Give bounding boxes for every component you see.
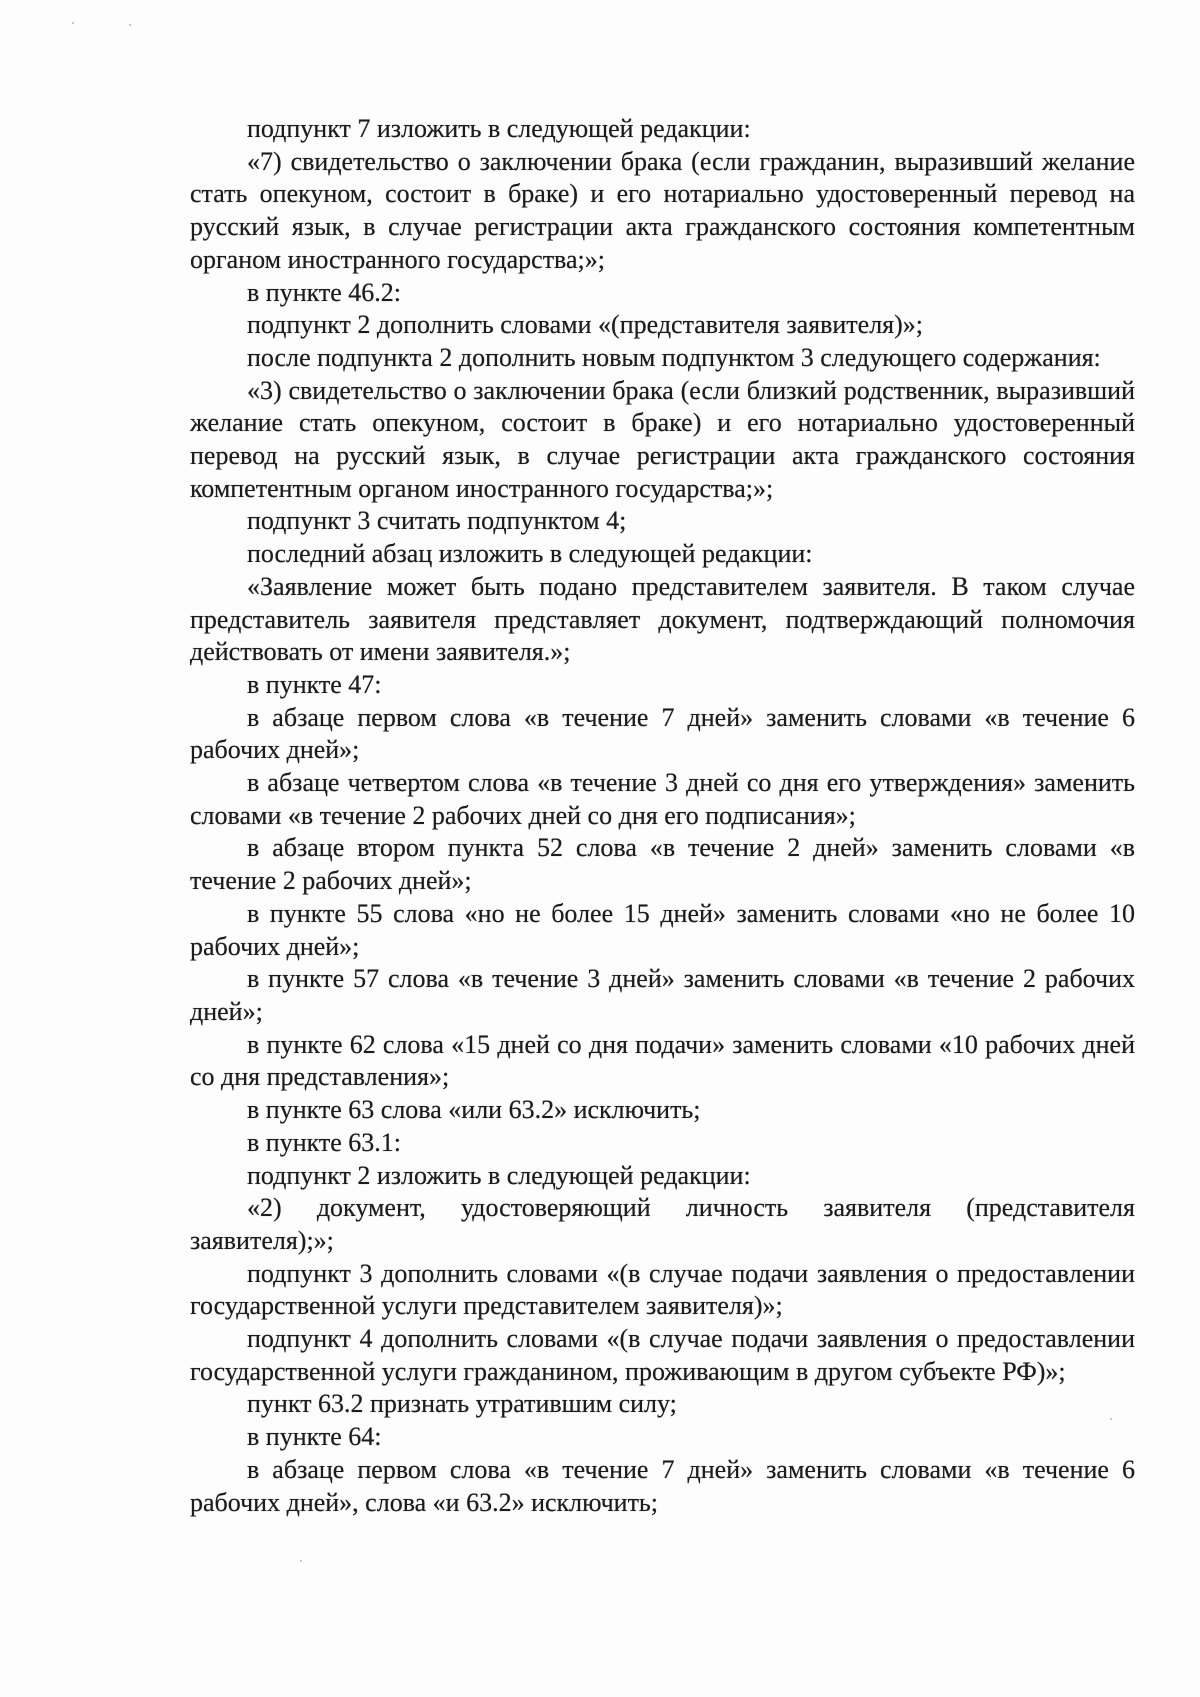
- paragraph: «3) свидетельство о заключении брака (если близкий родственник, выразивший желание стать опекуном, состоит в браке) и его нотариально удостоверенный перевод на русский язык, в случае регистрации акта гражданского состояния компетентным органом иностранного государства;»;: [190, 375, 1135, 503]
- scan-speck: [72, 22, 74, 24]
- paragraph: в пункте 47:: [247, 669, 382, 699]
- paragraph: «Заявление может быть подано представителем заявителя. В таком случае представитель заявителя представляет документ, подтверждающий полномочия действовать от имени заявителя.»;: [190, 571, 1135, 667]
- paragraph: в абзаце первом слова «в течение 7 дней» заменить словами «в течение 6 рабочих дней», слова «и 63.2» исключить;: [190, 1454, 1135, 1517]
- paragraph: в пункте 46.2:: [247, 277, 402, 307]
- paragraph: в абзаце четвертом слова «в течение 3 дней со дня его утверждения» заменить словами «в течение 2 рабочих дней со дня его подписания»;: [190, 768, 1135, 830]
- paragraph: подпункт 7 изложить в следующей редакции:: [247, 114, 751, 143]
- scan-speck: [1110, 1418, 1112, 1420]
- paragraph: после подпункта 2 дополнить новым подпунктом 3 следующего содержания:: [247, 342, 1101, 372]
- scan-speck: [129, 24, 131, 26]
- paragraph: в пункте 57 слова «в течение 3 дней» заменить словами «в течение 2 рабочих дней»;: [190, 964, 1135, 1026]
- paragraph: в пункте 63 слова «или 63.2» исключить;: [247, 1095, 701, 1125]
- paragraph: «2) документ, удостоверяющий личность заявителя (представителя заявителя);»;: [190, 1193, 1135, 1255]
- scan-speck: [300, 1560, 302, 1562]
- paragraph: последний абзац изложить в следующей редакции:: [247, 539, 813, 569]
- paragraph: подпункт 4 дополнить словами «(в случае подачи заявления о предоставлении государственной услуги гражданином, проживающим в другом субъекте РФ)»;: [190, 1324, 1135, 1386]
- paragraph: в абзаце втором пункта 52 слова «в течение 2 дней» заменить словами «в течение 2 рабочих дней»;: [190, 833, 1135, 896]
- paragraph: в пункте 64:: [247, 1422, 382, 1452]
- paragraph: в пункте 62 слова «15 дней со дня подачи» заменить словами «10 рабочих дней со дня представления»;: [190, 1029, 1135, 1092]
- paragraph: «7) свидетельство о заключении брака (если гражданин, выразивший желание стать опекуном, состоит в браке) и его нотариально удостоверенный перевод на русский язык, в случае регистрации акта гражданского состояния компетентным органом иностранного государства;»;: [190, 146, 1135, 274]
- paragraph: подпункт 3 дополнить словами «(в случае подачи заявления о предоставлении государственной услуги представителем заявителя)»;: [190, 1258, 1135, 1321]
- paragraph: в абзаце первом слова «в течение 7 дней» заменить словами «в течение 6 рабочих дней»;: [190, 702, 1135, 765]
- paragraph: подпункт 2 дополнить словами «(представителя заявителя)»;: [247, 310, 924, 340]
- paragraph: подпункт 3 считать подпунктом 4;: [247, 506, 627, 536]
- paragraph: в пункте 63.1:: [247, 1127, 402, 1157]
- paragraph: пункт 63.2 признать утратившим силу;: [247, 1389, 677, 1419]
- paragraph: в пункте 55 слова «но не более 15 дней» заменить словами «но не более 10 рабочих дней»;: [190, 898, 1135, 961]
- paragraph: подпункт 2 изложить в следующей редакции:: [247, 1160, 751, 1190]
- document-body: [190, 113, 1135, 1519]
